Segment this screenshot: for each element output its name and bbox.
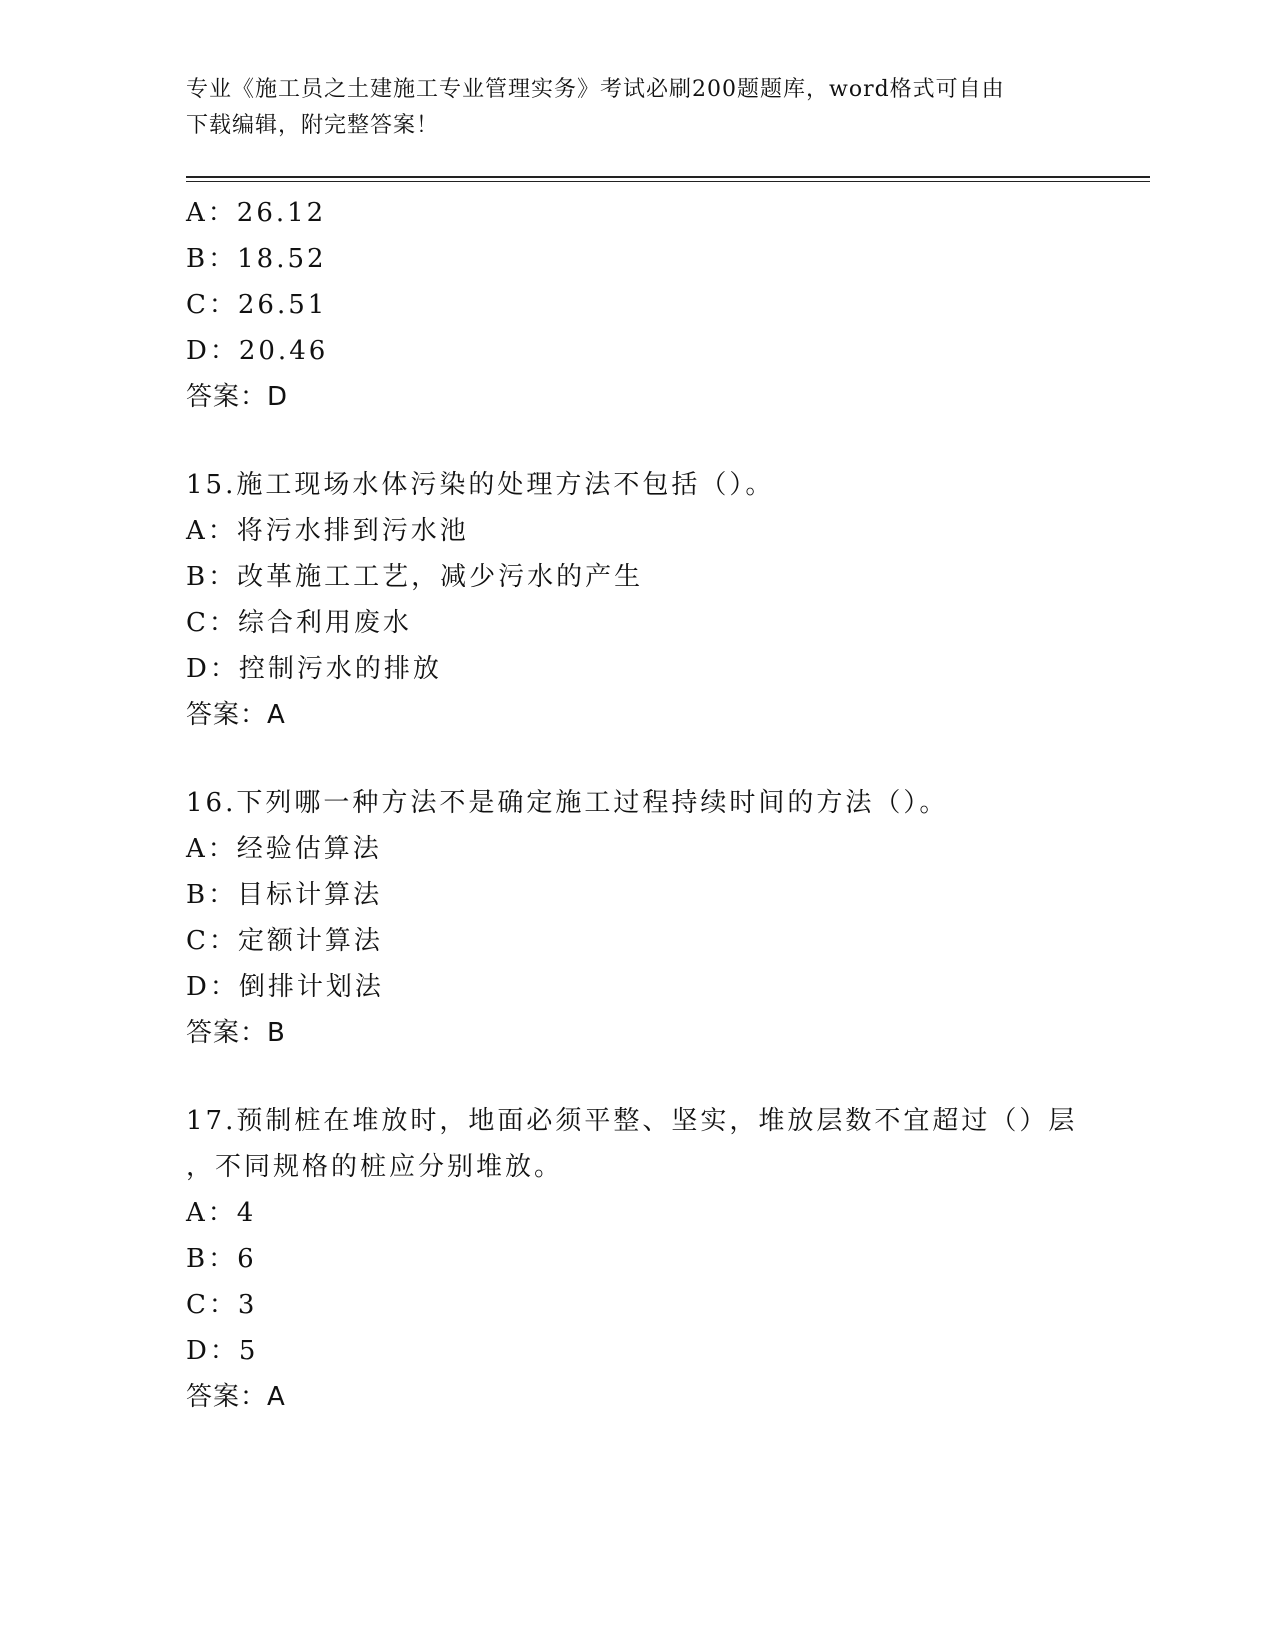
question-text: 15.施工现场水体污染的处理方法不包括（）。 [186,470,775,500]
option-d: D：20.46 [186,336,329,366]
question-text: 16.下列哪一种方法不是确定施工过程持续时间的方法（）。 [186,788,949,818]
answer: 答案：A [186,1382,286,1412]
header-rule-thick [186,176,1150,178]
header-line-1: 专业《施工员之土建施工专业管理实务》考试必刷200题题库，word格式可自由 [186,77,1005,102]
question-15 [186,462,1086,738]
option-b: B：18.52 [186,244,327,274]
question-16 [186,780,1086,1056]
question-17 [186,1098,1086,1420]
option-a: A：经验估算法 [186,834,382,864]
header-rule-thin [186,181,1150,182]
option-b: B：改革施工工艺，减少污水的产生 [186,562,644,592]
question-text-line-2: ，不同规格的桩应分别堆放。 [186,1152,564,1182]
option-d: D：控制污水的排放 [186,654,442,684]
option-d: D：倒排计划法 [186,972,384,1002]
answer: 答案：A [186,700,286,730]
option-a: A：将污水排到污水池 [186,516,469,546]
question-14 [186,190,1086,420]
option-c: C：26.51 [186,290,328,320]
option-d: D：5 [186,1336,259,1366]
option-c: C：3 [186,1290,258,1320]
option-b: B：目标计算法 [186,880,383,910]
option-b: B：6 [186,1244,257,1274]
option-a: A：4 [186,1198,257,1228]
answer: 答案：D [186,382,289,412]
question-list [186,190,1086,1420]
header-line-2: 下载编辑，附完整答案！ [186,113,440,138]
answer: 答案：B [186,1018,286,1048]
question-text-line-1: 17.预制桩在堆放时，地面必须平整、坚实，堆放层数不宜超过（）层 [186,1106,1078,1136]
document-header [186,72,1066,144]
option-c: C：综合利用废水 [186,608,412,638]
option-c: C：定额计算法 [186,926,383,956]
option-a: A：26.12 [186,198,327,228]
